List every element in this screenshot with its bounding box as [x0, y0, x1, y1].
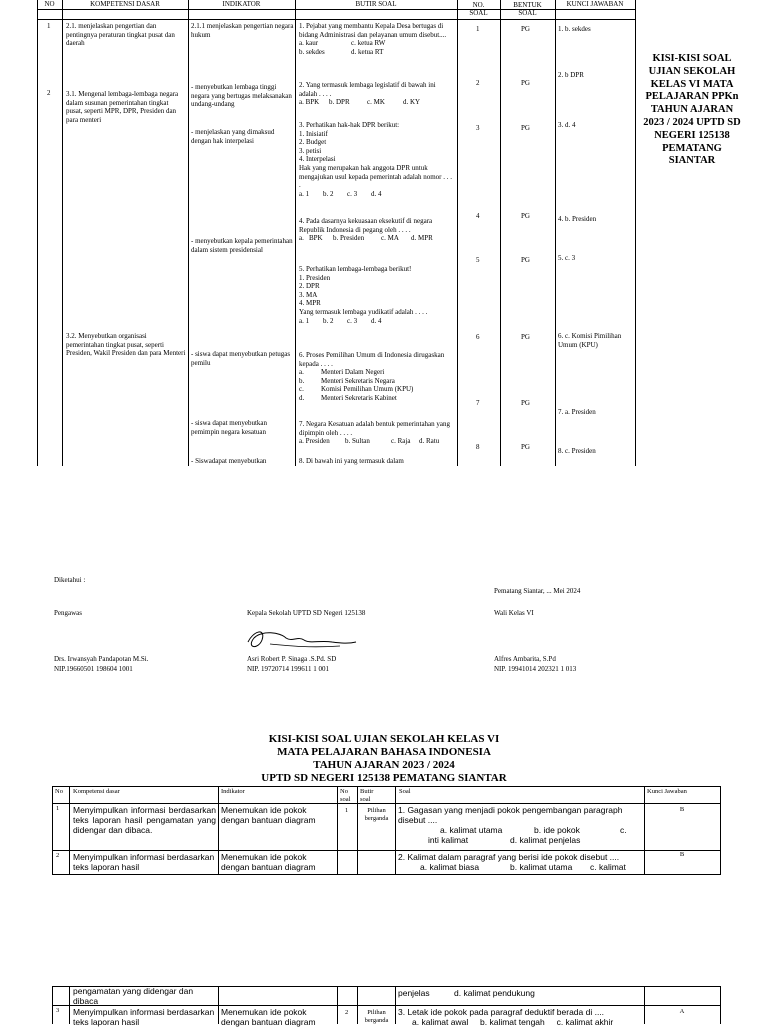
- indikator-text: - Siswadapat menyebutkan: [191, 457, 267, 465]
- soal-text: 3. Letak ide pokok pada paragraf deduktif berada di .... a. kalimat awal b. kalimat tengah c. kalimat akhir: [398, 1007, 614, 1027]
- indikator-text: - menyebutkan kepala pemerintahan dalam sistem presidensial: [191, 237, 293, 254]
- soal-continued: penjelas d. kalimat pendukung: [398, 988, 535, 998]
- butir-soal-2: 2. Yang termasuk lembaga legislatif di bawah ini adalah . . . . a. BPK b. DPR c. MK d. KY: [299, 81, 436, 107]
- bentuk-soal: PG: [521, 79, 530, 87]
- pengawas-nip: NIP.19660501 198604 1001: [54, 665, 133, 673]
- diketahui-label: Diketahui :: [54, 576, 86, 584]
- no-soal: 1: [476, 25, 480, 33]
- walikelas-nip: NIP. 19941014 202321 1 013: [494, 665, 577, 673]
- place-date: Pematang Siantar, ... Mei 2024: [494, 587, 581, 595]
- wali-kelas-label: Wali Kelas VI: [494, 609, 534, 617]
- header-no-soal: NO. SOAL: [469, 1, 488, 17]
- kunci-jawaban: 1. b. sekdes: [558, 25, 591, 33]
- header-kunci-jawaban: Kunci Jawaban: [647, 788, 687, 795]
- header-no-soal: No soal: [340, 788, 351, 803]
- kd-continued: pengamatan yang didengar dan dibaca: [73, 986, 194, 1006]
- no-soal: 8: [476, 443, 480, 451]
- butir-soal-8: 8. Di bawah ini yang termasuk dalam: [299, 457, 404, 465]
- bentuk-soal: PG: [521, 212, 530, 220]
- row-number: 2: [47, 89, 51, 97]
- kd-text: 3.2. Menyebutkan organisasi pemerintahan tingkat pusat, seperti Presiden, Wakil Presiden dan para Menteri: [66, 332, 186, 358]
- bentuk-soal: PG: [521, 124, 530, 132]
- bentuk-soal: PG: [521, 256, 530, 264]
- side-title: KISI-KISI SOAL UJIAN SEKOLAH KELAS VI MATA PELAJARAN PPKn TAHUN AJARAN 2023 / 2024 UPTD SD NEGERI 125138 PEMATANG SIANTAR: [643, 53, 741, 167]
- header-no: No: [55, 788, 63, 795]
- header-indikator: INDIKATOR: [222, 0, 261, 8]
- kunci-jawaban: 2. b DPR: [558, 71, 584, 79]
- kepsek-nip: NIP. 19720714 199611 1 001: [247, 665, 329, 673]
- header-kunci-jawaban: KUNCI JAWABAN: [566, 0, 624, 8]
- walikelas-name: Alfres Ambarita, S.Pd: [494, 655, 556, 663]
- no-soal: 7: [476, 399, 480, 407]
- indikator-text: 2.1.1 menjelaskan pengertian negara hukum: [191, 22, 294, 39]
- pengawas-label: Pengawas: [54, 609, 82, 617]
- indikator-text: - siswa dapat menyebutkan petugas pemilu: [191, 350, 291, 367]
- bentuk-soal: PG: [521, 399, 530, 407]
- header-kompetensi-dasar: KOMPETENSI DASAR: [90, 0, 160, 8]
- kunci-jawaban: 6. c. Komisi Pimilihan Umum (KPU): [558, 332, 622, 349]
- header-indikator: Indikator: [221, 788, 245, 795]
- butir-soal-7: 7. Negara Kesatuan adalah bentuk pemerintahan yang dipimpin oleh . . . . a. Presiden b. Sultan c. Raja d. Ratu: [299, 420, 451, 446]
- kd-text: 3.1. Mengenal lembaga-lembaga negara dalam susunan pemerintahan tingkat pusat, seperti MPR, DPR, Presiden dan para menteri: [66, 90, 179, 124]
- kunci-jawaban: 5. c. 3: [558, 254, 576, 262]
- header-soal: Soal: [399, 788, 411, 795]
- bentuk-soal: PG: [521, 333, 530, 341]
- header-butir-soal: Butir soal: [360, 788, 374, 803]
- header-no: NO: [44, 0, 55, 8]
- no-soal: 3: [476, 124, 480, 132]
- no-soal: 6: [476, 333, 480, 341]
- indikator-text: - menyebutkan lembaga tinggi negara yang bertugas melaksanakan undang-undang: [191, 83, 292, 109]
- no-soal: 2: [476, 79, 480, 87]
- header-bentuk-soal: BENTUK SOAL: [513, 1, 542, 17]
- no-soal: 4: [476, 212, 480, 220]
- signature-image: [240, 622, 360, 656]
- soal-text: 2. Kalimat dalam paragraf yang berisi ide pokok disebut .... a. kalimat biasa b. kalimat utama c. kalimat: [398, 852, 626, 872]
- butir-soal-4: 4. Pada dasarnya kekuasaan eksekutif di negara Republik Indonesia di pegang oleh . . . . a. BPK b. Presiden c. MA d. MPR: [299, 217, 433, 243]
- soal-text: 1. Gagasan yang menjadi pokok pengembangan paragraph disebut .... a. kalimat utama b. ide pokok c. inti kalimat d. kalimat penjelas: [398, 805, 627, 845]
- kepala-sekolah-label: Kepala Sekolah UPTD SD Negeri 125138: [247, 609, 366, 617]
- header-kompetensi-dasar: Kompetensi dasar: [73, 788, 120, 795]
- indikator-text: - siswa dapat menyebutkan pemimpin negara kesatuan: [191, 419, 268, 436]
- row-number: 1: [47, 22, 51, 30]
- butir-soal-5: 5. Perhatikan lembaga-lembaga berikut! 1. Presiden 2. DPR 3. MA 4. MPR Yang termasuk lembaga yudikatif adalah . . . . a. 1 b. 2 c. 3 d. 4: [299, 265, 428, 325]
- kunci-jawaban: 7. a. Presiden: [558, 408, 596, 416]
- butir-soal-1: 1. Pejabat yang membantu Kepala Desa bertugas di bidang Administrasi dan pelayanan umum disebut.... a. kaur c. ketua RW b. sekdes d. ketua RT: [299, 22, 447, 56]
- kunci-jawaban: 8. c. Presiden: [558, 447, 596, 455]
- kepsek-name: Asri Robert P. Sinaga .S.Pd. SD: [247, 655, 337, 663]
- kunci-jawaban: 3. d. 4: [558, 121, 576, 129]
- kd-text: 2.1. menjelaskan pengertian dan pentingnya peraturan tingkat pusat dan daerah: [66, 22, 175, 48]
- kunci-jawaban: 4. b. Presiden: [558, 215, 597, 223]
- butir-soal-3: 3. Perhatikan hak-hak DPR berikut: 1. Inisiatif 2. Budget 3. petisi 4. Interpelasi Hak yang merupakan hak anggota DPR untuk mengajukan usul kepada pemerintah adalah nomor . . . . a. 1 b. 2 c. 3 d. 4: [299, 121, 452, 198]
- no-soal: 5: [476, 256, 480, 264]
- bentuk-soal: PG: [521, 25, 530, 33]
- bentuk-soal: PG: [521, 443, 530, 451]
- pengawas-name: Drs. Irwansyah Pandapotan M.Si.: [54, 655, 149, 663]
- butir-soal-6: 6. Proses Pemilihan Umum di Indonesia dirugaskan kepada . . . . a. Menteri Dalam Negeri b. Menteri Sekretaris Negara c. Komisi Pemilihan Umum (KPU) d. Menteri Sekretaris Kabinet: [299, 351, 445, 402]
- indikator-text: - menjelaskan yang dimaksud dengan hak interpelasi: [191, 128, 275, 145]
- header-butir-soal: BUTIR SOAL: [355, 0, 397, 8]
